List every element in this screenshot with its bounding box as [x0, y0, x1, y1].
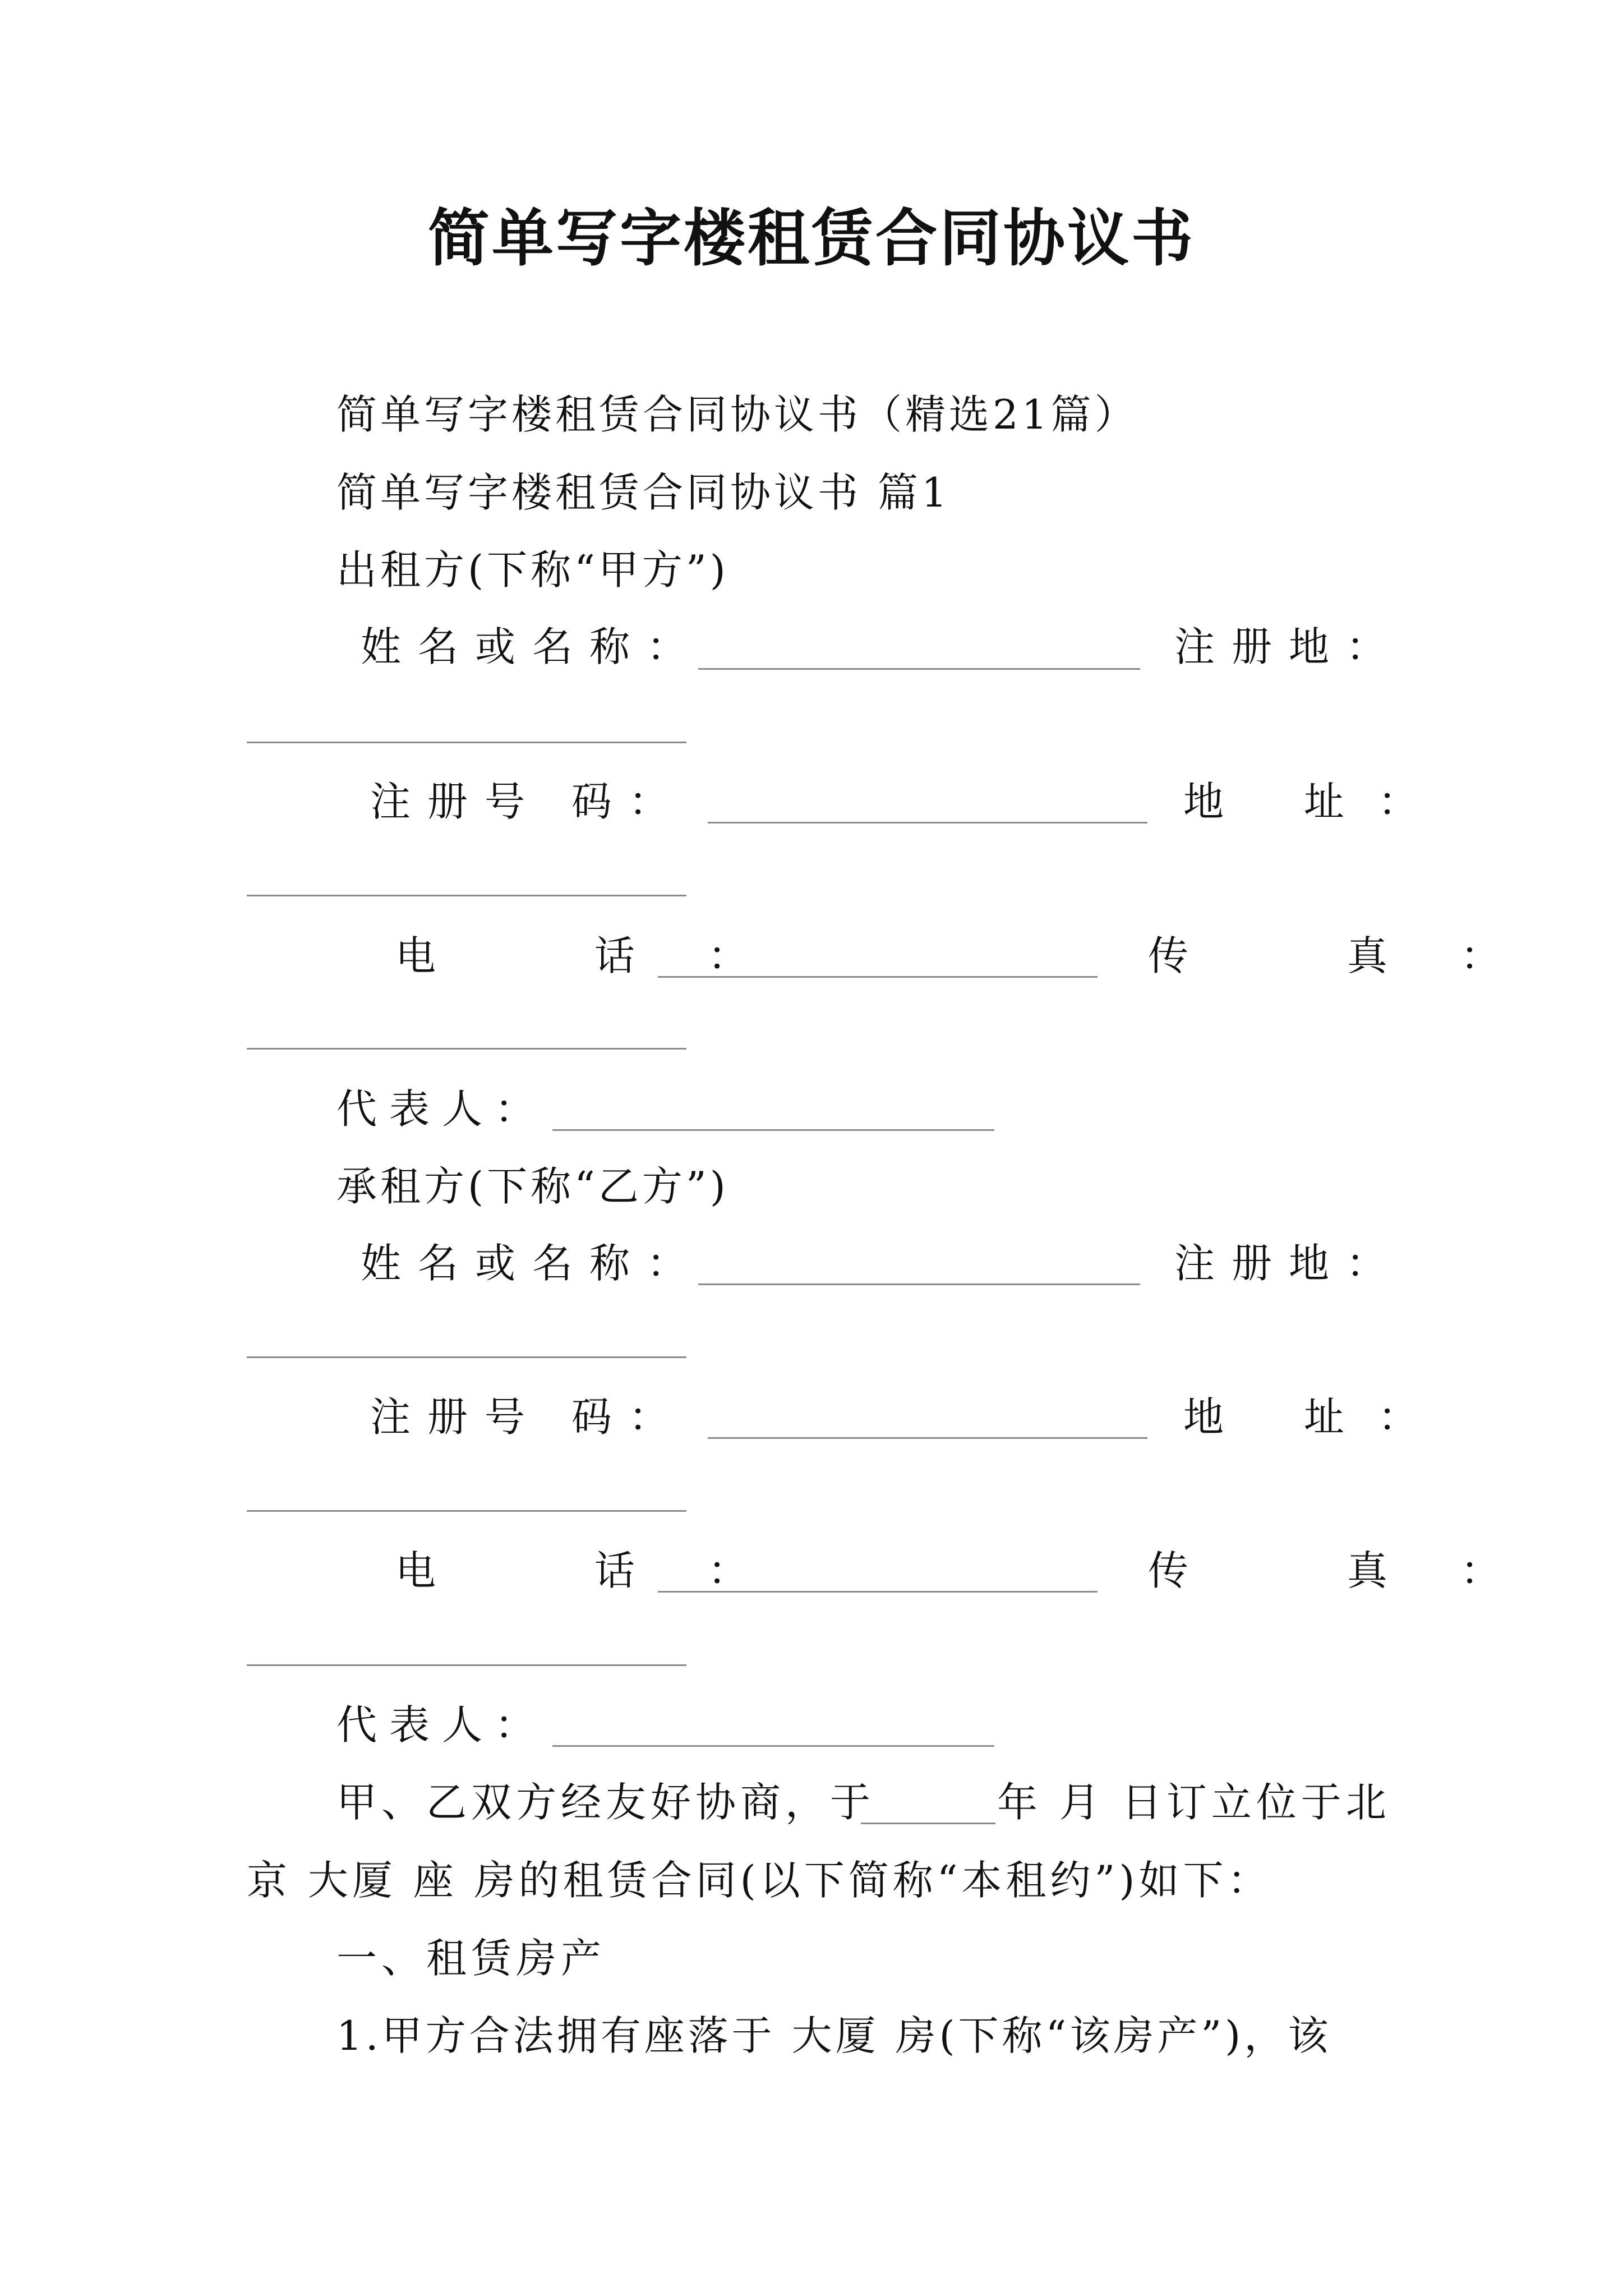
clause1-item1: 1.甲方合法拥有座落于 大厦 房(下称“该房产”)，该 [336, 2012, 1332, 2059]
page-title: 简单写字楼租赁合同协议书 [428, 202, 1195, 274]
intro-line2: 京 大厦 座 房的租赁合同(以下简称“本租约”)如下： [247, 1857, 1272, 1904]
lessee-reg-no-blank[interactable] [708, 1437, 1147, 1439]
clause1-heading: 一、租赁房产 [336, 1935, 606, 1982]
lessee-name-blank[interactable] [698, 1283, 1140, 1285]
lessee-reg-place-blank[interactable] [247, 1356, 686, 1358]
lessor-reg-no-label: 注册号 码： [370, 778, 686, 825]
lessor-name-label: 姓名或名称： [361, 623, 704, 670]
intro-line1-b: 年 月 日订立位于北 [997, 1779, 1391, 1826]
lessor-phone-label: 电 话： [395, 932, 821, 979]
lessee-rep-blank[interactable] [552, 1745, 994, 1747]
lessee-address-blank[interactable] [247, 1510, 686, 1512]
lessor-address-blank[interactable] [247, 895, 686, 896]
lessee-reg-place-label: 注册地： [1174, 1240, 1404, 1287]
date-blank[interactable] [861, 1823, 995, 1824]
lessor-phone-blank[interactable] [658, 976, 1098, 978]
lessee-fax-label: 传 真： [1148, 1547, 1574, 1594]
lessor-fax-blank[interactable] [247, 1048, 686, 1050]
lessor-rep-label: 代表人： [336, 1085, 548, 1133]
lessor-reg-no-blank[interactable] [708, 822, 1147, 823]
document-subtitle: 简单写字楼租赁合同协议书（精选21篇） [336, 391, 1138, 438]
lessee-phone-blank[interactable] [658, 1591, 1098, 1593]
lessee-phone-label: 电 话： [395, 1547, 821, 1594]
intro-line1-a: 甲、乙双方经友好协商，于 [336, 1779, 875, 1826]
section-heading: 简单写字楼租赁合同协议书 篇1 [336, 469, 951, 516]
lessor-rep-blank[interactable] [552, 1129, 994, 1131]
lessor-address-label: 地 址： [1183, 778, 1452, 825]
lessee-heading: 承租方(下称“乙方”) [336, 1163, 729, 1210]
lessor-reg-place-blank[interactable] [247, 742, 686, 743]
lessor-fax-label: 传 真： [1148, 932, 1574, 979]
lessee-fax-blank[interactable] [247, 1664, 686, 1666]
lessor-reg-place-label: 注册地： [1174, 623, 1404, 670]
lessee-rep-label: 代表人： [336, 1701, 548, 1749]
lessor-heading: 出租方(下称“甲方”) [336, 546, 729, 593]
lessor-name-blank[interactable] [698, 668, 1140, 670]
lessee-name-label: 姓名或名称： [361, 1240, 704, 1287]
lessee-address-label: 地 址： [1183, 1393, 1452, 1441]
lessee-reg-no-label: 注册号 码： [370, 1393, 686, 1441]
